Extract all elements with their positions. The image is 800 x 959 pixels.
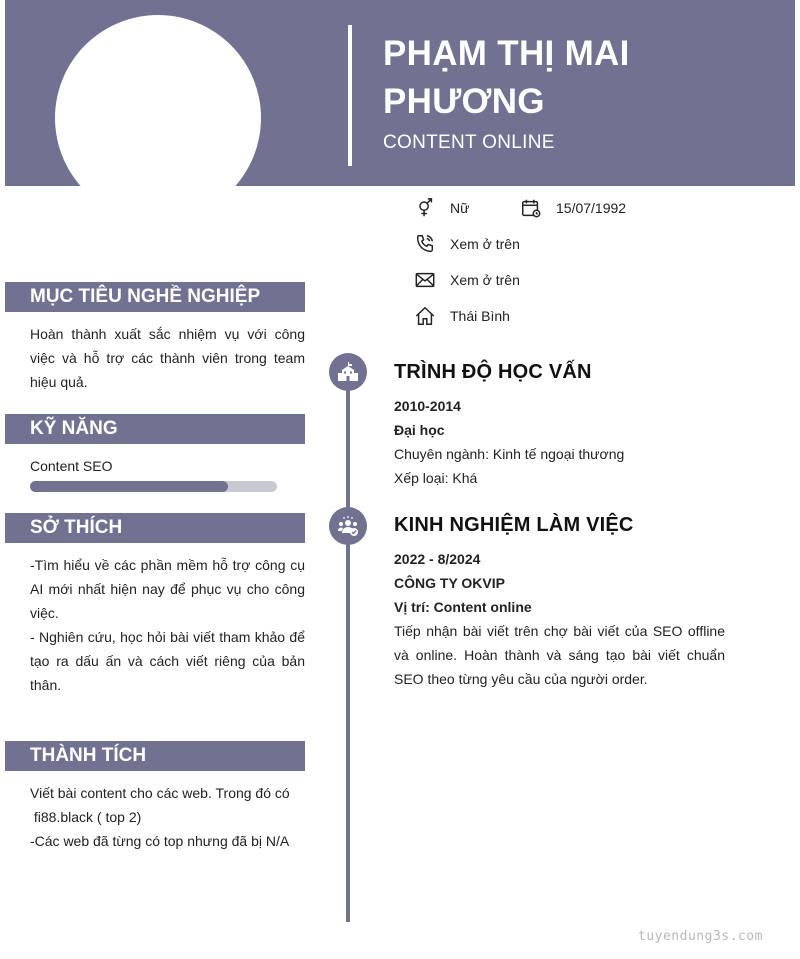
- header-divider: [348, 25, 352, 166]
- name-line-1: PHẠM THỊ MAI: [383, 34, 630, 73]
- hobby-line-2: - Nghiên cứu, học hỏi bài viết tham khảo để tạo ra dấu ấn và cách viết riêng của bản thân.: [30, 629, 305, 693]
- birthday-value: 15/07/1992: [556, 200, 627, 216]
- phone-value: Xem ở trên: [450, 236, 520, 252]
- job-title: CONTENT ONLINE: [383, 132, 555, 153]
- education-badge: [329, 353, 367, 391]
- skill-label: Content SEO: [30, 458, 113, 474]
- experience-period: 2022 - 8/2024: [394, 551, 481, 567]
- achievement-line-3: -Các web đã từng có top nhưng đã bị N/A: [30, 833, 290, 849]
- home-icon: [414, 305, 436, 327]
- gender-value: Nữ: [450, 200, 470, 216]
- candidate-name: [383, 30, 783, 126]
- info-address: [414, 304, 510, 328]
- achievement-line-2: fi88.black ( top 2): [30, 809, 142, 825]
- education-period: 2010-2014: [394, 398, 461, 414]
- gender-icon: [414, 197, 436, 219]
- skill-progress-fill: [30, 481, 228, 492]
- experience-badge: [329, 507, 367, 545]
- experience-heading: KINH NGHIỆM LÀM VIỆC: [394, 514, 634, 536]
- info-gender: [414, 196, 470, 220]
- achievements-heading: THÀNH TÍCH: [5, 741, 305, 771]
- hobbies-heading: SỞ THÍCH: [5, 513, 305, 543]
- timeline-line: [346, 372, 350, 922]
- email-value: Xem ở trên: [450, 272, 520, 288]
- education-degree: Đại học: [394, 422, 445, 438]
- school-icon: [336, 360, 360, 384]
- info-birthday: [520, 196, 627, 220]
- experience-description: Tiếp nhận bài viết trên chợ bài viết của SEO offline và online. Hoàn thành và sáng tạo bài viết chuẩn SEO theo từng yêu cầu của người order.: [394, 623, 725, 687]
- address-value: Thái Bình: [450, 308, 510, 324]
- calendar-icon: [520, 197, 542, 219]
- info-email: [414, 268, 520, 292]
- skills-heading: KỸ NĂNG: [5, 414, 305, 444]
- info-phone: [414, 232, 520, 256]
- education-major: Chuyên ngành: Kinh tế ngoại thương: [394, 446, 625, 462]
- envelope-icon: [414, 269, 436, 291]
- name-line-2: PHƯƠNG: [383, 82, 545, 121]
- objective-text: Hoàn thành xuất sắc nhiệm vụ với công việc và hỗ trợ các thành viên trong team hiệu quả.: [30, 326, 305, 390]
- achievements-text: [30, 781, 305, 853]
- education-heading: TRÌNH ĐỘ HỌC VẤN: [394, 361, 592, 383]
- avatar: [55, 15, 261, 221]
- hobbies-text: [30, 553, 305, 697]
- hobby-line-1: -Tìm hiểu về các phần mềm hỗ trợ công cụ AI mới nhất hiện nay để phục vụ cho công việc.: [30, 557, 305, 621]
- achievement-line-1: Viết bài content cho các web. Trong đó có: [30, 785, 290, 801]
- phone-icon: [414, 233, 436, 255]
- team-icon: [336, 514, 360, 538]
- experience-company: CÔNG TY OKVIP: [394, 575, 505, 591]
- skill-progress-track: [30, 481, 277, 492]
- education-grade: Xếp loại: Khá: [394, 470, 478, 486]
- objective-heading: MỤC TIÊU NGHỀ NGHIỆP: [5, 282, 305, 312]
- watermark: tuyendung3s.com: [638, 929, 763, 944]
- experience-position: Vị trí: Content online: [394, 599, 532, 615]
